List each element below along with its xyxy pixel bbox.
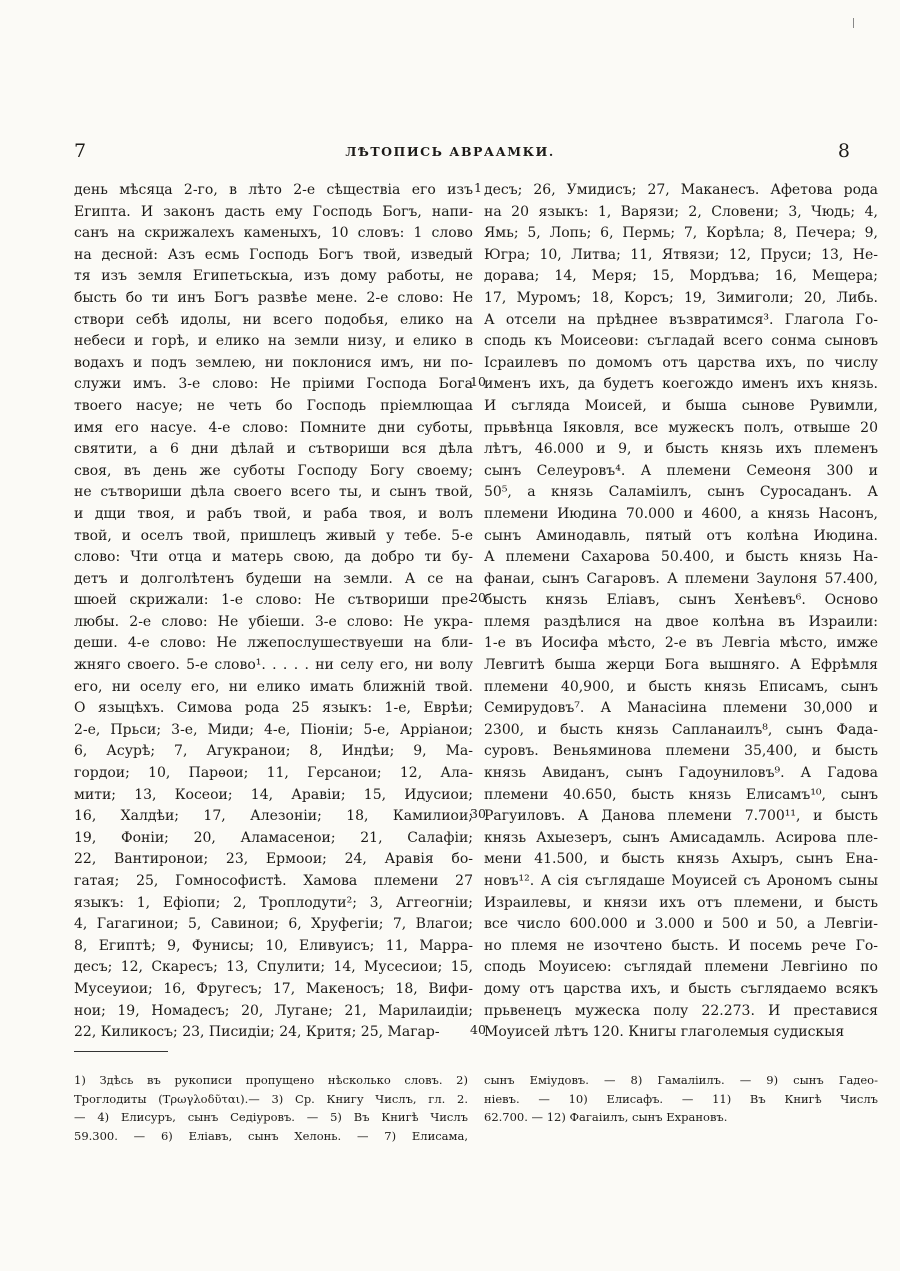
- text-line: 8, Египтѣ; 9, Фунисы; 10, Еливуисъ; 11, Марра-: [74, 937, 473, 954]
- text-line: 1-е въ Иосифа мѣсто, 2-е въ Левгіа мѣсто, имже: [484, 635, 878, 652]
- right-text-column: [484, 180, 878, 1044]
- text-line: Моуисей лѣтъ 120. Книгы глаголемыя судискыя: [484, 1024, 845, 1041]
- text-line: И съгляда Моисей, и быша сынове Рувимли,: [484, 397, 878, 414]
- footnote-line: 59.300. — 6) Еліавъ, сынъ Хелонь. — 7) Елисама,: [74, 1128, 468, 1143]
- text-line: новъ¹². А сія съглядаше Моуисей съ Арономъ сыны: [484, 873, 878, 889]
- text-line: слово: Чти отца и матерь свою, да добро ти бу-: [74, 549, 473, 566]
- text-line: нои; 19, Номадесъ; 20, Лугане; 21, Марилаидіи;: [74, 1002, 473, 1019]
- margin-line-number: 20: [470, 590, 486, 606]
- margin-line-number: 40: [470, 1022, 486, 1038]
- margin-line-number: 10: [470, 374, 486, 390]
- text-line: мени 41.500, и бысть князь Ахыръ, сынъ Ена-: [484, 851, 878, 868]
- text-line: день мѣсяца 2-го, в лѣто 2-е сѣществіа его изъ: [74, 182, 473, 198]
- text-line: 50⁵, а князь Саламіилъ, сынъ Суросаданъ. А: [484, 484, 878, 501]
- text-line: Израилевы, и князи ихъ отъ племени, и бысть: [484, 894, 878, 911]
- text-line: фанаи, сынъ Сагаровъ. А племени Заулоня 57.400,: [484, 570, 878, 587]
- text-line: А племени Сахарова 50.400, и бысть князь На-: [484, 549, 878, 566]
- page-header: [0, 140, 900, 164]
- text-line: шюей скрижали: 1-е слово: Не сътвориши пре-: [74, 592, 473, 609]
- text-line: сподь Моуисею: съглядай племени Левгіино по: [484, 959, 878, 976]
- footnote-line: сынъ Еміудовъ. — 8) Гамаліилъ. — 9) сынъ Гадео-: [484, 1073, 878, 1087]
- text-line: любы. 2-е слово: Не убіеши. 3-е слово: Не укра-: [74, 613, 473, 630]
- text-line: святити, а 6 дни дѣлай и сътвориши вся дѣла: [74, 441, 473, 458]
- text-line: 2-е, Прьси; 3-е, Миди; 4-е, Піоніи; 5-е, Арріанои;: [74, 721, 473, 738]
- text-line: 4, Гагагинои; 5, Савинои; 6, Хруфегіи; 7, Влагои;: [74, 916, 473, 933]
- text-line: сынъ Селеуровъ⁴. А племени Семеоня 300 и: [484, 462, 878, 479]
- text-line: имя его насуе. 4-е слово: Помните дни суботы,: [74, 419, 473, 436]
- text-line: твоего насуе; не четь бо Господь пріемлющаа: [74, 397, 473, 414]
- text-line: водахъ и подъ землею, ни поклонися имъ, ни по-: [74, 354, 473, 371]
- running-title: ЛѢТОПИСЬ АВРААМКИ.: [345, 144, 555, 159]
- text-line: небеси и горѣ, и елико на земли низу, и елико в: [74, 333, 473, 350]
- text-line: Левгитѣ быша жерци Бога вышняго. А Ефрѣмля: [484, 657, 878, 674]
- text-line: Ямь; 5, Лопь; 6, Пермь; 7, Корѣла; 8, Печера; 9,: [484, 225, 878, 242]
- right-page-number: 8: [837, 140, 850, 162]
- text-line: племени Июдина 70.000 и 4600, а князь Насонъ,: [484, 505, 878, 522]
- margin-line-number: 30: [470, 806, 486, 822]
- text-line: Югра; 10, Литва; 11, Ятвязи; 12, Пруси; 13, Не-: [484, 246, 878, 263]
- text-line: 19, Фоніи; 20, Аламасенои; 21, Салафіи;: [74, 829, 473, 846]
- text-line: суровъ. Веньяминова племени 35,400, и бысть: [484, 743, 878, 760]
- text-line: Ісраилевъ по домомъ отъ царства ихъ, по числу: [484, 354, 878, 371]
- text-line: прьвѣнца Іяковля, все мужескъ полъ, отвыше 20: [484, 419, 878, 436]
- text-line: на 20 языкъ: 1, Варязи; 2, Словени; 3, Чюдь; 4,: [484, 203, 878, 220]
- scan-mark: [853, 18, 854, 28]
- text-line: племя раздѣлися на двое колѣна въ Израили:: [484, 613, 878, 630]
- text-line: бысть бо ти инъ Богъ развѣе мене. 2-е слово: Не: [74, 289, 473, 306]
- text-line: гатая; 25, Гомнософистѣ. Хамова племени 27: [74, 873, 473, 889]
- text-line: 22, Вантиронои; 23, Ермоои; 24, Аравія бо-: [74, 851, 473, 868]
- text-line: 16, Халдѣи; 17, Алезоніи; 18, Камилиои;: [74, 808, 473, 825]
- footnote-line: ніевъ. — 10) Елисафъ. — 11) Въ Книгѣ Числъ: [484, 1091, 878, 1106]
- text-line: мити; 13, Косеои; 14, Аравіи; 15, Идусиои;: [74, 786, 473, 803]
- text-line: его, ни оселу его, ни елико имать ближній твой.: [74, 678, 473, 695]
- text-line: сподь къ Моисеови: съгладай всего сонма сыновъ: [484, 333, 878, 350]
- text-line: не сътвориши дѣла своего всего ты, и сынъ твой,: [74, 484, 473, 501]
- text-line: 17, Муромъ; 18, Корсъ; 19, Зимиголи; 20, Либь.: [484, 289, 878, 306]
- text-line: и дщи твоя, и рабъ твой, и раба твоя, и волъ: [74, 505, 473, 522]
- left-page-number: 7: [74, 140, 87, 162]
- footnotes-left: [74, 1071, 468, 1145]
- footnote-line: Троглодиты (Τρωγλοδῦται).— 3) Ср. Книгу Числъ, гл. 2.: [74, 1091, 468, 1106]
- text-line: именъ ихъ, да будетъ коегождо именъ ихъ князь.: [484, 376, 878, 393]
- text-line: Рагуиловъ. А Данова племени 7.700¹¹, и бысть: [484, 808, 878, 825]
- text-line: служи имъ. 3-е слово: Не пріими Господа Бога: [74, 376, 473, 393]
- text-line: 2300, и бысть князь Сапланаилъ⁸, сынъ Фада-: [484, 721, 878, 738]
- footnotes-right: [484, 1071, 878, 1127]
- text-line: прьвенецъ мужеска полу 22.273. И преставися: [484, 1002, 878, 1019]
- text-line: жняго своего. 5-е слово¹. . . . . ни селу его, ни волу: [74, 657, 473, 674]
- text-line: лѣтъ, 46.000 и 9, и бысть князь ихъ племенъ: [484, 441, 878, 458]
- margin-line-number: 1: [474, 180, 482, 195]
- text-line: детъ и долголѣтенъ будеши на земли. А се на: [74, 570, 473, 587]
- left-text-column: [74, 180, 473, 1044]
- text-line: все число 600.000 и 3.000 и 500 и 50, а Левгіи-: [484, 916, 878, 933]
- text-line: князь Ахыезеръ, сынъ Амисадамль. Асирова пле-: [484, 829, 878, 846]
- footnote-rule: [74, 1051, 168, 1052]
- text-line: 22, Киликосъ; 23, Писидіи; 24, Критя; 25, Магар-: [74, 1024, 440, 1041]
- text-line: 6, Асурѣ; 7, Агукранои; 8, Индѣи; 9, Ма-: [74, 743, 473, 760]
- text-line: О языцѣхъ. Симова рода 25 языкъ: 1-е, Еврѣи;: [74, 700, 473, 717]
- text-line: десъ; 26, Умидисъ; 27, Маканесъ. Афетова рода: [484, 182, 878, 198]
- text-line: бысть князь Еліавъ, сынъ Хенѣевъ⁶. Осново: [484, 592, 878, 609]
- footnote-line: 1) Здѣсь въ рукописи пропущено нѣсколько словъ. 2): [74, 1073, 468, 1087]
- text-line: створи себѣ идолы, ни всего подобья, елико на: [74, 311, 473, 328]
- footnote-line: — 4) Елисуръ, сынъ Седіуровъ. — 5) Въ Книгѣ Числъ: [74, 1110, 468, 1124]
- text-line: сынъ Аминодавль, пятый отъ колѣна Июдина.: [484, 527, 878, 544]
- text-line: деши. 4-е слово: Не лжепослушествуеши на бли-: [74, 635, 473, 652]
- text-line: но племя не изочтено бысть. И посемь рече Го-: [484, 937, 878, 954]
- text-line: А отсели на прѣднее възвратимся³. Глагола Го-: [484, 311, 878, 328]
- text-line: дорава; 14, Меря; 15, Мордъва; 16, Мещера;: [484, 268, 878, 285]
- text-line: десъ; 12, Скаресъ; 13, Спулити; 14, Мусесиои; 15,: [74, 959, 473, 976]
- text-line: князь Авиданъ, сынъ Гадоуниловъ⁹. А Гадова: [484, 765, 878, 782]
- text-line: Мусеуиои; 16, Фругесъ; 17, Макеносъ; 18, Вифи-: [74, 980, 473, 997]
- text-line: санъ на скрижалехъ каменыхъ, 10 словъ: 1 слово: [74, 225, 473, 242]
- text-line: Семирудовъ⁷. А Манасіина племени 30,000 и: [484, 700, 878, 717]
- text-line: своя, въ день же суботы Господу Богу своему;: [74, 462, 473, 479]
- text-line: Египта. И законъ дасть ему Господь Богъ, напи-: [74, 203, 473, 220]
- text-line: дому отъ царства ихъ, и бысть съглядаемо всякъ: [484, 980, 878, 997]
- text-line: племени 40.650, бысть князь Елисамъ¹⁰, сынъ: [484, 786, 878, 803]
- text-line: племени 40,900, и бысть князь Еписамъ, сынъ: [484, 678, 878, 695]
- text-line: твой, и оселъ твой, пришлецъ живый у тебе. 5-е: [74, 527, 473, 544]
- footnote-line: 62.700. — 12) Фагаіилъ, сынъ Ехрановъ.: [484, 1110, 728, 1124]
- text-line: языкъ: 1, Ефіопи; 2, Троплодути²; 3, Аггеогніи;: [74, 894, 473, 911]
- text-line: на десной: Азъ есмь Господь Богъ твой, изведый: [74, 246, 473, 263]
- text-line: тя изъ земля Египетьскыа, изъ дому работы, не: [74, 268, 473, 285]
- text-line: гордои; 10, Парѳои; 11, Герсанои; 12, Ала-: [74, 765, 473, 782]
